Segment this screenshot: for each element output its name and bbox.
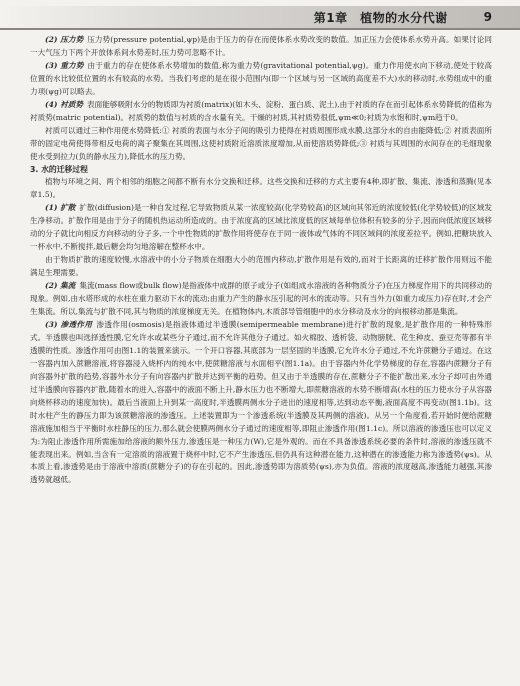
paragraph-matric-potential [30, 99, 492, 125]
paragraph-diffusion-speed [30, 254, 492, 280]
paragraph-water-exchange [30, 176, 492, 202]
section-heading: 3. 水的迁移过程 [30, 164, 88, 174]
term-label: (1) 扩散 [45, 203, 76, 213]
paragraph-text: 表面能够吸附水分的物质即为衬质(matrix)(如木头、淀粉、蛋白质、泥土),由于衬质的存在而引起体系水势降低的值称为衬质势(matric potential)。衬质势的数值与衬质的含水量有关。干燥的衬质,其衬质势很低,ψm≪0;衬质为水饱和时,ψm趋于0。 [30, 99, 492, 122]
paragraph-text: 由于物质扩散的速度较慢,水溶液中的小分子物质在细胞大小的范围内移动,扩散作用是有效的,而对于长距离的迁移扩散作用则远不能满足生理需要。 [30, 255, 492, 278]
term-label: (2) 集流 [45, 281, 76, 291]
chapter-title: 第1章 植物的水分代谢 [313, 10, 448, 25]
term-label: (3) 渗透作用 [45, 319, 93, 329]
body-text [30, 34, 492, 487]
paragraph-mass-flow [30, 280, 492, 319]
paragraph-text: 由于重力的存在使体系水势增加的数值,称为重力势(gravitational potential,ψg)。重力作用使水向下移动,使处于较高位置的水比较低位置的水有较高的水势。当我们考虑的是在很小范围内(即一个区域与另一区域的高度差不大)水的移动时,水势组成中的重力项(ψg)可以略去。 [30, 60, 492, 96]
paragraph-matric-mechanisms [30, 125, 492, 164]
paragraph-text: 压力势(pressure potential,ψp)是由于压力的存在而使体系水势改变的数值。加正压力会使体系水势升高。如果讨论同一大气压力下两个开放体系间水势差时,压力势可忽略不计。 [30, 35, 492, 57]
paragraph-text: 扩散(diffusion)是一种自发过程,它导致物质从某一浓度较高(化学势较高)的区域向其邻近的浓度较低(化学势较低)的区域发生净移动。扩散作用是由于分子的随机热运动所造成的。由于浓度高的区域比浓度低的区域每单位体积有较多的分子,因而向低浓度区域移动的分子就比向相反方向移动的分子多,一个中性物质的扩散作用将使存在于同一液体或气体的不同区域间的浓度差拉平。例如,把糖块放入一杯水中,不断搅拌,最后糖会均匀地溶解在整杯水中。 [30, 203, 492, 252]
paragraph-text: 衬质可以通过三种作用使水势降低:① 衬质的表面与水分子间的吸引力使得在衬质周围形成水膜,这部分水的自由能降低;② 衬质表面所带的固定电荷使得带相反电荷的离子聚集在其周围,这使衬质附近溶质浓度增加,从而使溶质势降低;③ 衬质与其周围的水间存在的毛细现象使水受到拉力(负的静水压力),降低水的压力势。 [30, 125, 492, 161]
page-number: 9 [483, 10, 492, 24]
paragraph-text: 植物与环境之间、两个相邻的细胞之间都不断有水分交换和迁移。这些交换和迁移的方式主要有4种,即扩散、集流、渗透和蒸腾(见本章1.5)。 [30, 177, 492, 200]
term-label: (4) 衬质势 [45, 99, 83, 109]
paragraph-pressure-potential [30, 34, 492, 60]
paragraph-text: 集流(mass flow或bulk flow)是指液体中成群的原子或分子(如组成水溶液的各种物质分子)在压力梯度作用下的共同移动的现象。例如,由水塔形成的水柱在重力驱动下水的流动;由重力产生的静水压引起的河水的流动等。只有当外力(如重力或压力)存在时,才会产生集流。所以,集流与扩散不同,其与物质的浓度梯度无关。在植物体内,木质部导管细胞中的水分移动及水分的向根移动都是集流。 [30, 281, 492, 317]
paragraph-gravitational-potential [30, 60, 492, 99]
paragraph-text: 渗透作用(osmosis)是指液体通过半透膜(semipermeable membrane)进行扩散的现象,是扩散作用的一种特殊形式。半透膜也叫选择透性膜,它允许水或某些分子通过,而不允许其他分子通过。如火棉胶、透析袋、动物膀胱、花生种皮、蚕豆壳等都有半透膜的性质。渗透作用可由图1.1的装置来演示。一个开口容器,其底部为一层坚固的半透膜,它允许水分子通过,不允许蔗糖分子通过。在这一容器内加入蔗糖溶液,将容器浸入烧杯内的纯水中,使蔗糖溶液与水面相平(图1.1a)。由于容器内外化学势梯度的存在,容器内蔗糖分子有向容器外扩散的趋势,容器外水分子有向容器内扩散并达到平衡的趋势。但又由于半透膜的存在,蔗糖分子不能扩散出来,水分子却可由外通过半透膜向容器内扩散,随着水的进入,容器中的液面不断上升,静水压力也不断增大,即蔗糖溶液的水势不断增高(水柱的压力使水分子从容器向烧杯移动的速度加快)。最后当液面上升到某一高度时,半透膜两侧水分子进出的速度相等,达到动态平衡,液面高度不再变动(图1.1b)。这时水柱产生的静压力即为该蔗糖溶液的渗透压。上述装置即为一个渗透系统(半透膜及其两侧的溶液)。从另一个角度看,若开始时便给蔗糖溶液施加相当于平衡时水柱静压的压力,那么就会使膜两侧水分子通过的速度相等,即阻止渗透作用(图1.1c)。所以溶液的渗透压也可以定义为:为阻止渗透作用所需施加给溶液的额外压力,渗透压是一种压力(W),它是外观的。而在不具备渗透系统必要的条件时,溶液的渗透压就不能表现出来。例如,当含有一定溶质的溶液置于烧杯中时,它不产生渗透压,但仍具有这种潜在能力,这种潜在的渗透能力称为渗透势(ψs)。从本质上看,渗透势是由于溶液中溶质(蔗糖分子)的存在引起的。因此,渗透势即为溶质势(ψs),亦为负值。溶液的浓度越高,渗透能力越强,其渗透势就越低。 [30, 319, 492, 485]
term-label: (2) 压力势 [45, 35, 84, 44]
page-header [0, 6, 520, 28]
term-label: (3) 重力势 [45, 60, 84, 70]
paragraph-osmosis [30, 319, 492, 487]
paragraph-diffusion [30, 202, 492, 254]
